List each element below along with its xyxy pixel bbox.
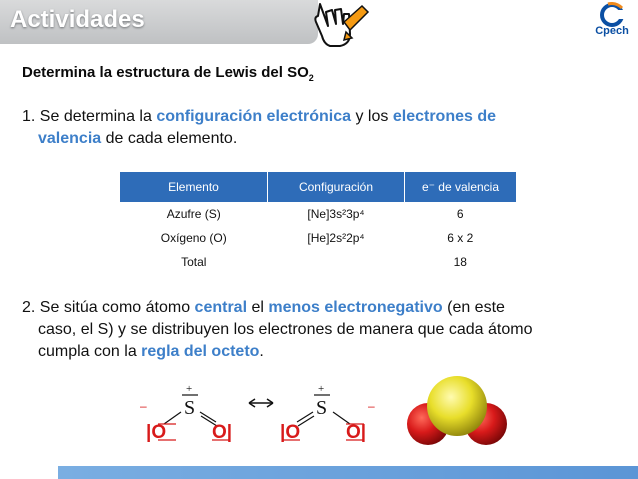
task-heading [22, 64, 314, 83]
oxygen-left: |O [280, 422, 301, 442]
step-2-text-c1: (en este [447, 299, 505, 316]
table-cell: Total [181, 255, 207, 269]
sulfur-sphere [427, 376, 487, 436]
step-2-text-b: el [251, 299, 264, 316]
lewis-structure-right [280, 380, 390, 442]
step-1-text-a: Se determina la [39, 108, 152, 125]
table-cell: Azufre (S) [166, 207, 221, 221]
table-cell: 18 [453, 255, 467, 269]
sulfur-atom: S [184, 397, 196, 419]
step-2-text-d: . [259, 343, 264, 360]
title-bar [0, 0, 318, 44]
task-heading-text: Determina la estructura de Lewis del SO [22, 64, 309, 81]
oxygen-left: |O [146, 422, 167, 442]
table-cell: [He]2s²2p⁴ [307, 231, 365, 245]
column-header-configuracion: Configuración [268, 172, 405, 202]
table-cell: 6 x 2 [447, 231, 474, 245]
table-cell: 6 [456, 207, 464, 221]
highlight-configuracion: configuración electrónica [156, 108, 352, 125]
step-1-paragraph [22, 106, 598, 150]
highlight-central: central [194, 299, 248, 316]
table-header-row [120, 172, 516, 202]
table-cell [268, 250, 405, 274]
step-1-text-c: de cada elemento. [105, 130, 238, 147]
terminal-charge: – [140, 399, 147, 413]
resonance-arrow-icon [246, 396, 276, 410]
terminal-charge: – [368, 399, 375, 413]
highlight-valencia: valencia [38, 130, 102, 147]
step-2-text-a: Se sitúa como átomo [39, 299, 191, 316]
highlight-regla-del-octeto: regla del octeto [141, 343, 260, 360]
oxygen-right: O| [346, 422, 367, 442]
highlight-menos-electronegativo: menos electronegativo [268, 299, 443, 316]
table-cell: [Ne]3s²3p⁴ [307, 207, 365, 221]
step-1-number: 1. [22, 108, 36, 125]
highlight-electrones-de: electrones de [392, 108, 496, 125]
step-2-text-c2: caso, el S) y se distribuyen los electrones de manera que cada átomo [38, 321, 533, 338]
logo-text: Cpech [595, 25, 629, 37]
task-heading-subscript: 2 [308, 73, 314, 83]
hand-pointer-icon [310, 0, 370, 48]
column-header-valencia: e⁻ de valencia [405, 172, 517, 202]
sulfur-atom: S [316, 397, 328, 419]
valence-table [120, 172, 516, 274]
table-cell: Oxígeno (O) [160, 231, 227, 245]
page-title: Actividades [10, 6, 145, 33]
footer-bar [58, 466, 638, 479]
table-row [120, 226, 516, 250]
step-2-number: 2. [22, 299, 36, 316]
step-2-paragraph [22, 297, 598, 363]
step-2-text-c3: cumpla con la [38, 343, 137, 360]
oxygen-right: O| [212, 422, 233, 442]
step-1-text-b: y los [355, 108, 389, 125]
so2-space-filling-model [404, 370, 510, 454]
table-row [120, 250, 516, 274]
lewis-structure-left [136, 380, 246, 442]
column-header-elemento: Elemento [120, 172, 268, 202]
table-row [120, 202, 516, 226]
central-charge: + [186, 383, 193, 395]
central-charge: + [318, 383, 325, 395]
